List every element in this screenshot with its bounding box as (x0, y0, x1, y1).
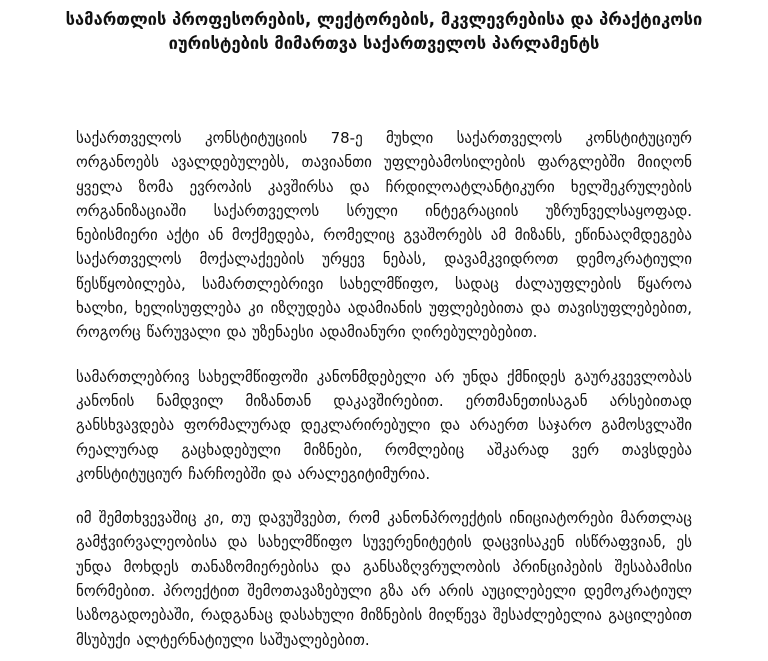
paragraph-2: სამართლებრივ სახელმწიფოში კანონმდებელი არ უნდა ქმნიდეს გაურკვევლობას კანონის ნამდვილ მიზანთან დაკავშირებით. ერთმანეთისაგან არსებითად განსხვავდება ფორმალურად დეკლარირებული და არაერთ საჯარო გამოსვლაში რეალურად გაცხადებული მიზნები, რომლებიც აშკარად ვერ თავსდება კონსტიტუციურ ჩარჩოებში და არალეგიტიმურია. (76, 367, 692, 483)
document-body (40, 126, 728, 652)
document-title (40, 8, 728, 56)
document-title-line-1: სამართლის პროფესორების, ლექტორების, მკვლევრებისა და პრაქტიკოსი (65, 10, 703, 29)
paragraph-3: იმ შემთხვევაშიც კი, თუ დავუშვებთ, რომ კანონპროექტის ინიციატორები მართლაც გამჭვირვალეობისა და სახელმწიფო სუვერენიტეტის დაცვისაკენ ისწრაფვიან, ეს უნდა მოხდეს თანაზომიერებისა და განსაზღვრულობის პრინციპების შესაბამისი ნორმებით. პროექტით შემოთავაზებული გზა არ არის აუცილებელი დემოკრატიულ საზოგადოებაში, რადგანაც დასახული მიზნების მიღწევა შესაძლებელია გაცილებით მსუბუქი ალტერნატიული საშუალებებით. (76, 509, 692, 649)
paragraph-1: საქართველოს კონსტიტუციის 78-ე მუხლი საქართველოს კონსტიტუციურ ორგანოებს ავალდებულებს, თავიანთი უფლებამოსილების ფარგლებში მიიღონ ყველა ზომა ევროპის კავშირსა და ჩრდილოატლანტიკური ხელშეკრულების ორგანიზაციაში საქართველოს სრული ინტეგრაციის უზრუნველსაყოფად. ნებისმიერი აქტი ან მოქმედება, რომელიც გვაშორებს ამ მიზანს, ეწინააღმდეგება საქართველოს მოქალაქეების ურყევ ნებას, დავამკვიდროთ დემოკრატიული წესწყობილება, სამართლებრივი სახელმწიფო, სადაც ძალაუფლების წყაროა ხალხი, ხელისუფლება კი იზღუდება ადამიანის უფლებებითა და თავისუფლებებით, როგორც წარუვალი და უზენაესი ადამიანური ღირებულებებით. (76, 129, 692, 342)
document-title-line-2: იურისტების მიმართვა საქართველოს პარლამენტს (168, 34, 600, 53)
